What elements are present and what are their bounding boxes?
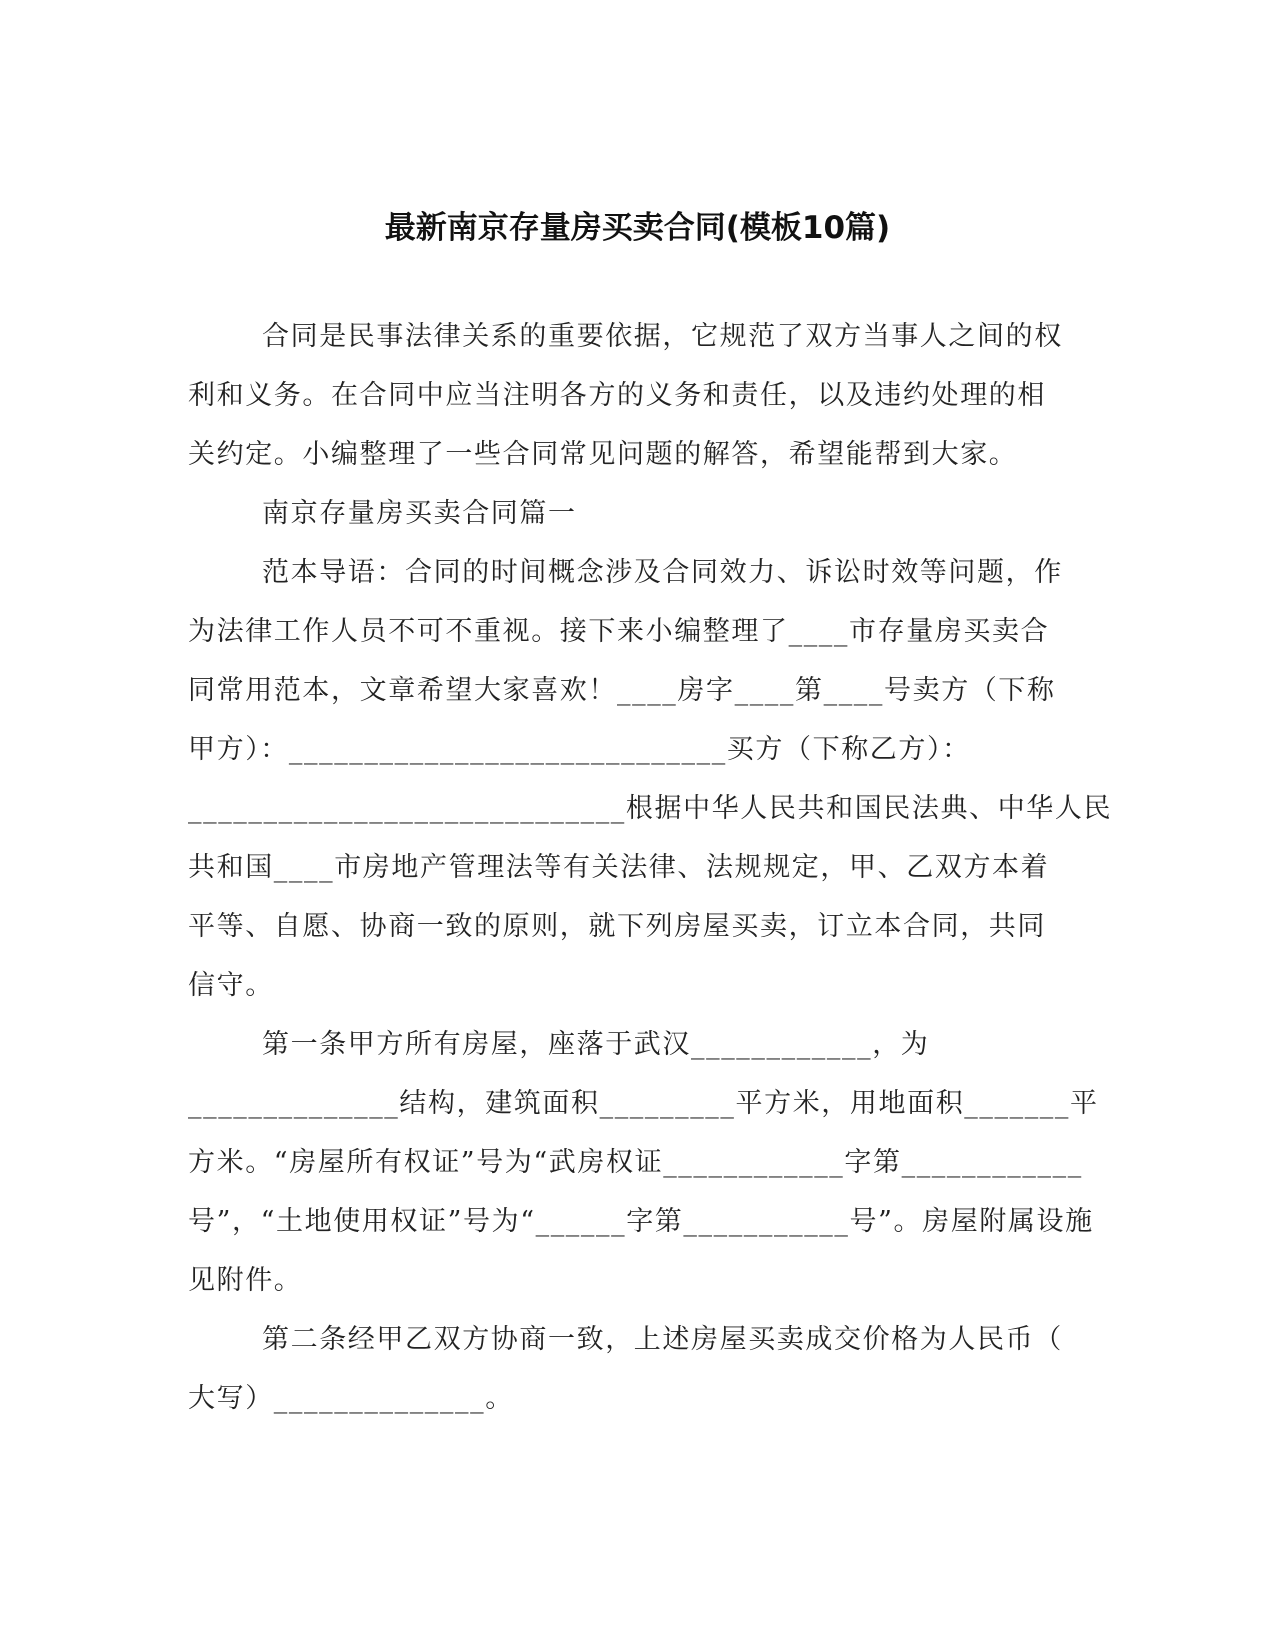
body-line-11: 平等、自愿、协商一致的原则，就下列房屋买卖，订立本合同，共同 [188,911,1046,942]
body-line-12: 信守。 [188,970,274,1001]
body-line-9: _____________________________根据中华人民共和国民法典、中华人民 [188,793,1113,824]
body-line-1: 合同是民事法律关系的重要依据，它规范了双方当事人之间的权 [262,321,1063,352]
body-line-18: 第二条经甲乙双方协商一致，上述房屋买卖成交价格为人民币（ [262,1324,1063,1355]
body-line-6: 为法律工作人员不可不重视。接下来小编整理了____市存量房买卖合 [188,616,1050,647]
body-line-3: 关约定。小编整理了一些合同常见问题的解答，希望能帮到大家。 [188,439,1018,470]
body-line-10: 共和国____市房地产管理法等有关法律、法规规定，甲、乙双方本着 [188,852,1050,883]
body-line-2: 利和义务。在合同中应当注明各方的义务和责任，以及违约处理的相 [188,380,1046,411]
body-line-7: 同常用范本，文章希望大家喜欢！____房字____第____号卖方（下称 [188,675,1056,706]
body-line-8: 甲方）：_____________________________买方（下称乙方）： [188,734,971,765]
body-line-13: 第一条甲方所有房屋，座落于武汉____________，为 [262,1029,930,1060]
body-line-14: ______________结构，建筑面积_________平方米，用地面积_______平 [188,1088,1099,1119]
body-line-17: 见附件。 [188,1265,303,1296]
document-title: 最新南京存量房买卖合同(模板10篇) [384,210,891,246]
section-heading: 南京存量房买卖合同篇一 [262,498,577,529]
body-line-19: 大写）______________。 [188,1383,514,1414]
body-line-5: 范本导语：合同的时间概念涉及合同效力、诉讼时效等问题，作 [262,557,1063,588]
body-line-16: 号”，“土地使用权证”号为“______字第___________号”。房屋附属设施 [188,1206,1094,1237]
body-line-15: 方米。“房屋所有权证”号为“武房权证____________字第____________ [188,1147,1083,1178]
